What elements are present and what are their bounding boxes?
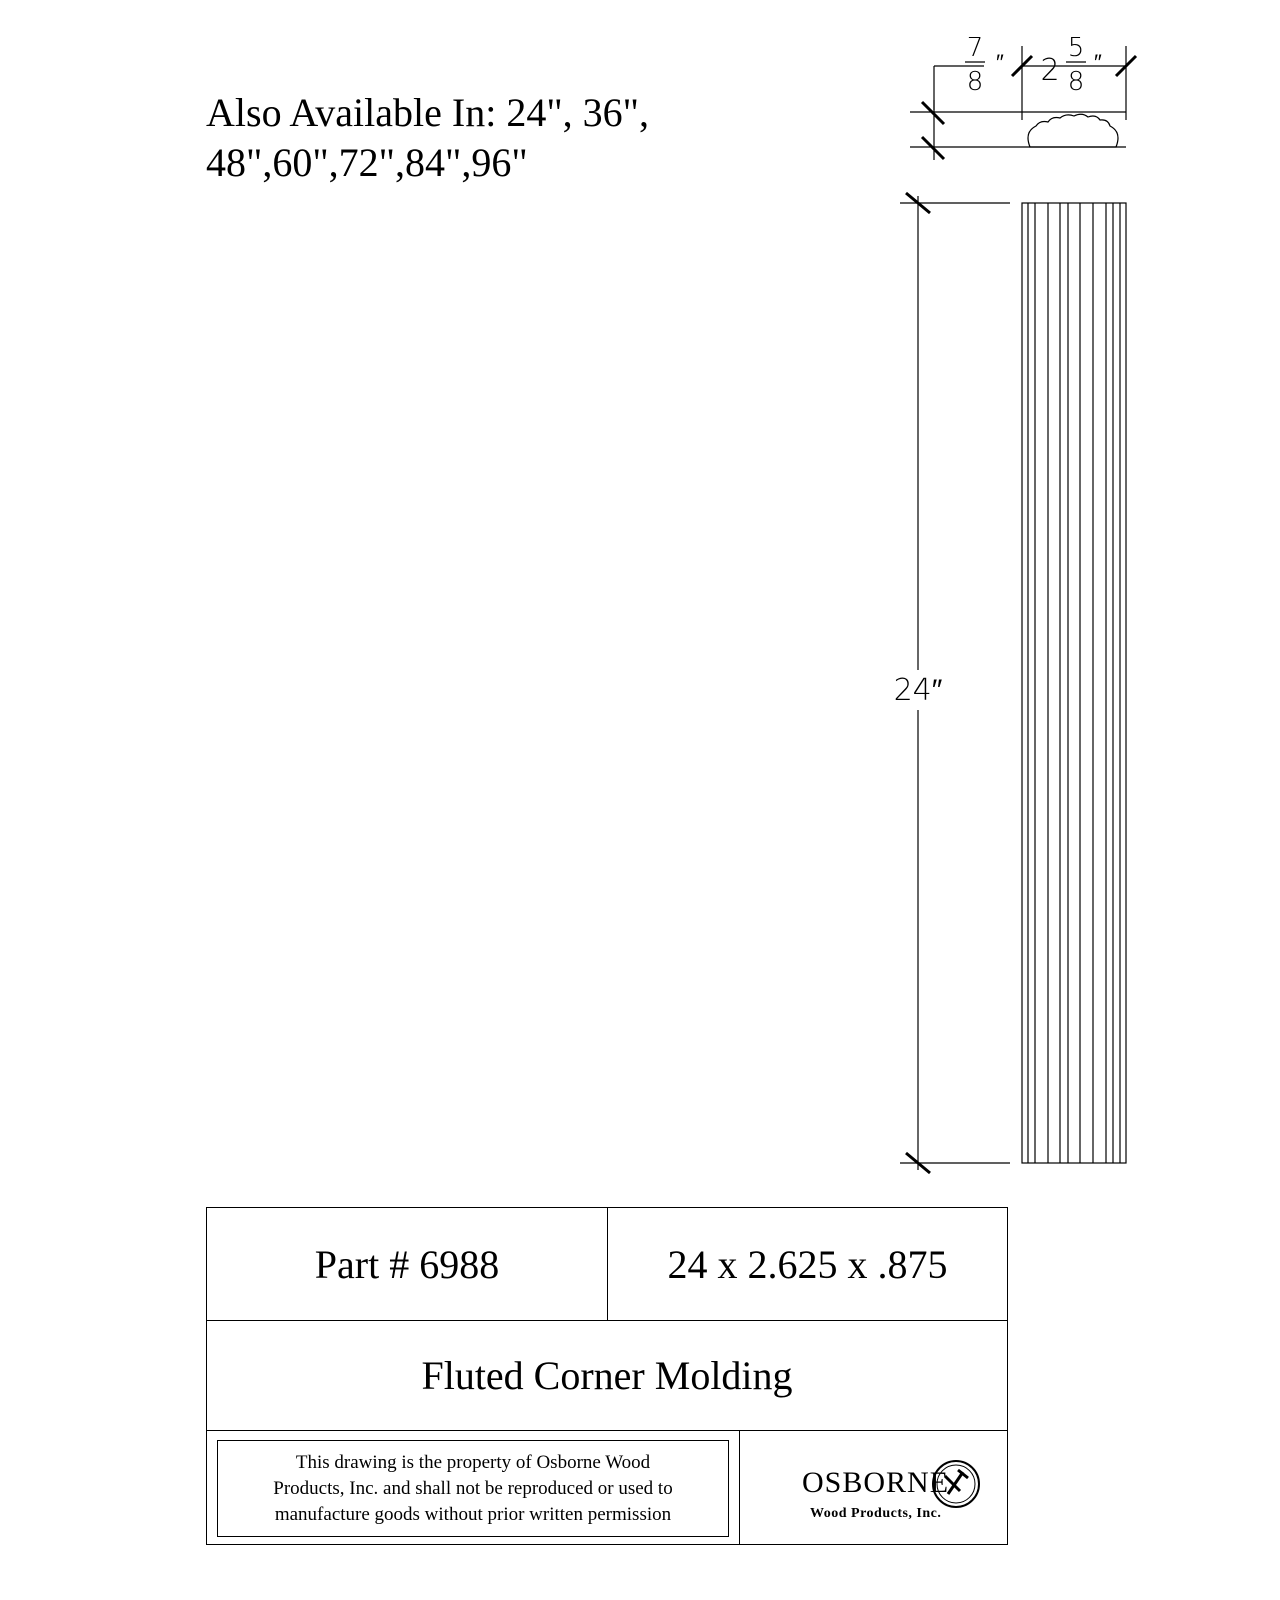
width-denominator: 8 — [1067, 67, 1085, 97]
profile-tick-bottom — [922, 137, 944, 159]
width-inch-mark: ″ — [1094, 51, 1102, 76]
title-block — [206, 1207, 1008, 1545]
osborne-logo — [740, 1430, 1007, 1545]
thickness-numerator: 7 — [966, 33, 984, 63]
width-whole: 2 — [1040, 53, 1060, 88]
part-name: Fluted Corner Molding — [207, 1320, 1007, 1431]
part-size: 24 x 2.625 x .875 — [667, 1241, 948, 1287]
notice-cell — [207, 1430, 740, 1545]
profile-tick-top — [922, 102, 944, 124]
part-number: Part # 6988 — [207, 1208, 608, 1320]
thickness-denominator: 8 — [966, 67, 984, 97]
notice-line-1: This drawing is the property of Osborne Wood — [295, 1451, 651, 1473]
hammer-emblem-icon — [930, 1458, 982, 1510]
molding-profile — [1028, 114, 1118, 147]
logo-wordmark: OSBORNE — [802, 1466, 950, 1499]
thickness-inch-mark: ″ — [996, 51, 1004, 76]
molding-elevation — [1022, 203, 1126, 1163]
logo-subtitle: Wood Products, Inc. — [810, 1506, 942, 1521]
copyright-notice — [217, 1440, 729, 1537]
width-numerator: 5 — [1067, 33, 1085, 63]
title-block-row-1 — [207, 1208, 1007, 1321]
availability-line-2: 48",60",72",84",96" — [206, 140, 528, 185]
title-block-row-3 — [207, 1430, 1007, 1545]
availability-line-1: Also Available In: 24", 36", — [206, 90, 649, 135]
notice-line-2: Products, Inc. and shall not be reproduced or used to — [273, 1477, 673, 1499]
notice-line-3: manufacture goods without prior written permission — [274, 1503, 672, 1525]
length-label: 24″ — [893, 673, 943, 708]
